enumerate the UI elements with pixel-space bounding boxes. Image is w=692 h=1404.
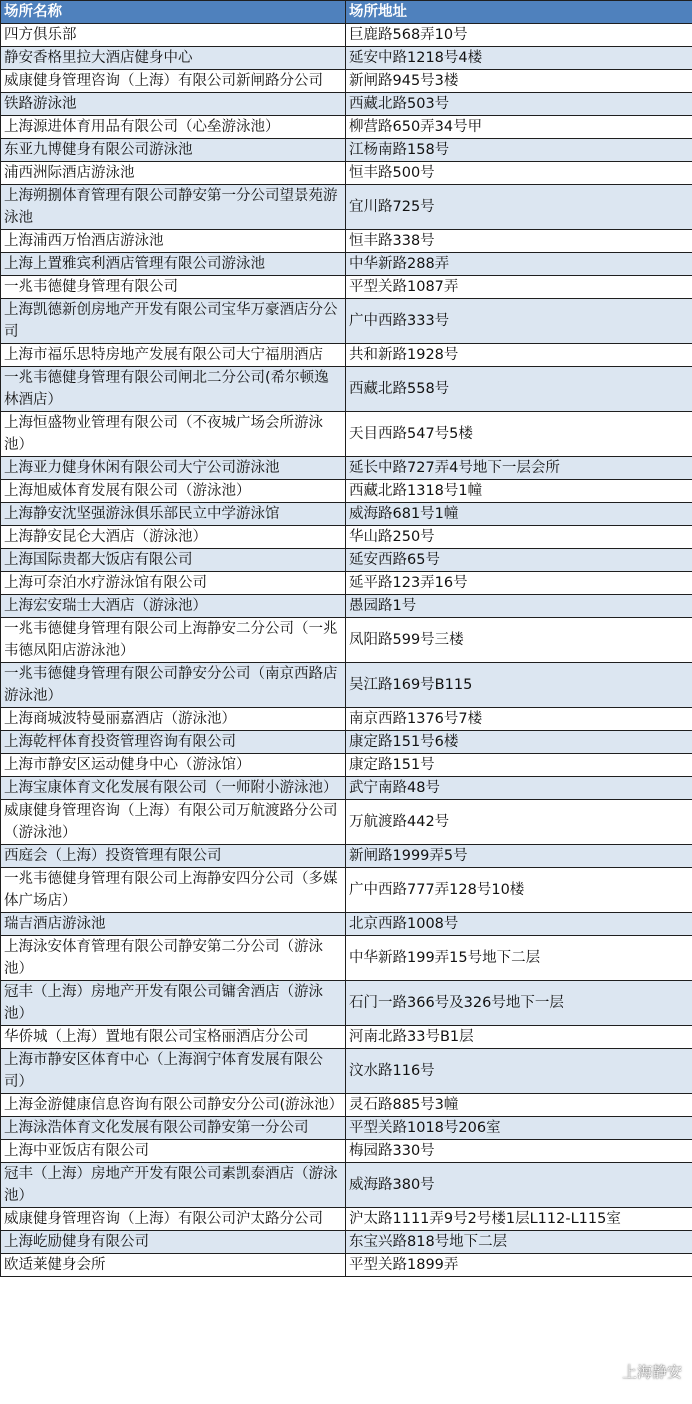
venue-address-cell: 广中西路777弄128号10楼	[346, 868, 692, 913]
venue-address-cell: 凤阳路599号三楼	[346, 618, 692, 663]
venue-name-cell: 瑞吉酒店游泳池	[1, 913, 346, 936]
table-row	[1, 868, 692, 913]
venue-name-cell: 冠丰（上海）房地产开发有限公司素凯泰酒店（游泳池）	[1, 1163, 346, 1208]
venue-address-cell: 北京西路1008号	[346, 913, 692, 936]
table-row	[1, 24, 692, 47]
table-row	[1, 572, 692, 595]
venue-address-cell: 华山路250号	[346, 526, 692, 549]
table-row	[1, 185, 692, 230]
venue-address-cell: 江杨南路158号	[346, 139, 692, 162]
venue-address-cell: 康定路151号6楼	[346, 731, 692, 754]
venue-name-cell: 上海宝康体育文化发展有限公司（一师附小游泳池）	[1, 777, 346, 800]
venue-address-cell: 平型关路1899弄	[346, 1254, 692, 1277]
venue-name-cell: 上海市静安区体育中心（上海润宁体育发展有限公司）	[1, 1049, 346, 1094]
watermark	[590, 1361, 682, 1382]
venue-name-cell: 静安香格里拉大酒店健身中心	[1, 47, 346, 70]
table-row	[1, 1049, 692, 1094]
venue-address-cell: 西藏北路558号	[346, 367, 692, 412]
table-row	[1, 618, 692, 663]
venue-address-cell: 石门一路366号及326号地下一层	[346, 981, 692, 1026]
venue-address-cell: 恒丰路500号	[346, 162, 692, 185]
venue-address-cell: 平型关路1018号206室	[346, 1117, 692, 1140]
venue-name-cell: 上海商城波特曼丽嘉酒店（游泳池）	[1, 708, 346, 731]
venue-name-cell: 上海可奈泊水疗游泳馆有限公司	[1, 572, 346, 595]
venue-address-cell: 西藏北路503号	[346, 93, 692, 116]
table-row	[1, 526, 692, 549]
table-row	[1, 708, 692, 731]
table-row	[1, 1026, 692, 1049]
table-row	[1, 663, 692, 708]
venue-name-cell: 威康健身管理咨询（上海）有限公司万航渡路分公司（游泳池）	[1, 800, 346, 845]
venue-address-cell: 南京西路1376号7楼	[346, 708, 692, 731]
venue-name-cell: 上海静安昆仑大酒店（游泳池）	[1, 526, 346, 549]
venue-name-cell: 浦西洲际酒店游泳池	[1, 162, 346, 185]
venue-name-cell: 上海屹励健身有限公司	[1, 1231, 346, 1254]
venue-address-cell: 威海路681号1幢	[346, 503, 692, 526]
venue-name-cell: 一兆韦德健身管理有限公司静安分公司（南京西路店游泳池）	[1, 663, 346, 708]
table-row	[1, 1094, 692, 1117]
table-row	[1, 913, 692, 936]
venue-address-cell: 河南北路33号B1层	[346, 1026, 692, 1049]
table-row	[1, 549, 692, 572]
table-row	[1, 276, 692, 299]
venue-name-cell: 上海亚力健身休闲有限公司大宁公司游泳池	[1, 457, 346, 480]
venue-name-cell: 一兆韦德健身管理有限公司	[1, 276, 346, 299]
venue-address-cell: 武宁南路48号	[346, 777, 692, 800]
table-row	[1, 731, 692, 754]
venue-address-cell: 东宝兴路818号地下二层	[346, 1231, 692, 1254]
table-row	[1, 845, 692, 868]
venue-name-cell: 东亚九博健身有限公司游泳池	[1, 139, 346, 162]
venue-address-cell: 新闸路1999弄5号	[346, 845, 692, 868]
venue-name-cell: 上海泳浩体育文化发展有限公司静安第一分公司	[1, 1117, 346, 1140]
header-row	[1, 1, 692, 24]
venue-name-cell: 上海市福乐思特房地产发展有限公司大宁福朋酒店	[1, 344, 346, 367]
venue-name-cell: 一兆韦德健身管理有限公司上海静安二分公司（一兆韦德凤阳店游泳池）	[1, 618, 346, 663]
venue-address-cell: 延长中路727弄4号地下一层会所	[346, 457, 692, 480]
venue-name-cell: 一兆韦德健身管理有限公司闸北二分公司(希尔顿逸林酒店）	[1, 367, 346, 412]
venue-name-cell: 铁路游泳池	[1, 93, 346, 116]
table-row	[1, 139, 692, 162]
venue-address-cell: 中华新路199弄15号地下二层	[346, 936, 692, 981]
header-venue-address: 场所地址	[346, 1, 692, 24]
venue-address-cell: 恒丰路338号	[346, 230, 692, 253]
venue-address-cell: 吴江路169号B115	[346, 663, 692, 708]
venue-address-cell: 威海路380号	[346, 1163, 692, 1208]
venue-name-cell: 上海恒盛物业管理有限公司（不夜城广场会所游泳池）	[1, 412, 346, 457]
table-row	[1, 367, 692, 412]
table-body	[1, 24, 692, 1277]
venue-name-cell: 上海浦西万怡酒店游泳池	[1, 230, 346, 253]
table-row	[1, 777, 692, 800]
table-row	[1, 1117, 692, 1140]
table-row	[1, 116, 692, 139]
venue-address-cell: 汶水路116号	[346, 1049, 692, 1094]
table-row	[1, 936, 692, 981]
venue-address-cell: 康定路151号	[346, 754, 692, 777]
table-row	[1, 800, 692, 845]
table-row	[1, 162, 692, 185]
venue-address-cell: 西藏北路1318号1幢	[346, 480, 692, 503]
table-row	[1, 412, 692, 457]
venue-address-cell: 宜川路725号	[346, 185, 692, 230]
venue-name-cell: 上海源进体育用品有限公司（心垒游泳池）	[1, 116, 346, 139]
venue-name-cell: 上海上置雅宾利酒店管理有限公司游泳池	[1, 253, 346, 276]
venue-name-cell: 欧适莱健身会所	[1, 1254, 346, 1277]
venue-name-cell: 四方俱乐部	[1, 24, 346, 47]
table-row	[1, 754, 692, 777]
table-row	[1, 1208, 692, 1231]
venue-address-cell: 梅园路330号	[346, 1140, 692, 1163]
venue-address-cell: 愚园路1号	[346, 595, 692, 618]
venue-address-cell: 柳营路650弄34号甲	[346, 116, 692, 139]
table-row	[1, 1231, 692, 1254]
venue-address-cell: 延平路123弄16号	[346, 572, 692, 595]
table-row	[1, 230, 692, 253]
venue-name-cell: 华侨城（上海）置地有限公司宝格丽酒店分公司	[1, 1026, 346, 1049]
venue-name-cell: 上海宏安瑞士大酒店（游泳池）	[1, 595, 346, 618]
table-row	[1, 457, 692, 480]
venue-address-cell: 中华新路288弄	[346, 253, 692, 276]
venue-name-cell: 上海泳安体育管理有限公司静安第二分公司（游泳池）	[1, 936, 346, 981]
table-row	[1, 47, 692, 70]
venue-address-cell: 天目西路547号5楼	[346, 412, 692, 457]
table-row	[1, 1254, 692, 1277]
venue-name-cell: 上海国际贵都大饭店有限公司	[1, 549, 346, 572]
table-row	[1, 503, 692, 526]
venue-name-cell: 冠丰（上海）房地产开发有限公司镛舍酒店（游泳池）	[1, 981, 346, 1026]
venue-name-cell: 上海旭威体育发展有限公司（游泳池）	[1, 480, 346, 503]
venue-address-cell: 万航渡路442号	[346, 800, 692, 845]
venue-name-cell: 上海朔捌体育管理有限公司静安第一分公司望景苑游泳池	[1, 185, 346, 230]
table-row	[1, 1140, 692, 1163]
venue-name-cell: 一兆韦德健身管理有限公司上海静安四分公司（多媒体广场店）	[1, 868, 346, 913]
venue-address-cell: 巨鹿路568弄10号	[346, 24, 692, 47]
table-row	[1, 595, 692, 618]
venue-name-cell: 上海中亚饭店有限公司	[1, 1140, 346, 1163]
table-row	[1, 480, 692, 503]
venue-address-cell: 平型关路1087弄	[346, 276, 692, 299]
venue-address-cell: 新闸路945号3楼	[346, 70, 692, 93]
wechat-icon	[590, 1362, 616, 1382]
venue-name-cell: 西庭会（上海）投资管理有限公司	[1, 845, 346, 868]
table-row	[1, 344, 692, 367]
venue-address-cell: 灵石路885号3幢	[346, 1094, 692, 1117]
venue-name-cell: 上海乾枰体育投资管理咨询有限公司	[1, 731, 346, 754]
table-row	[1, 981, 692, 1026]
venue-address-cell: 广中西路333号	[346, 299, 692, 344]
venue-name-cell: 威康健身管理咨询（上海）有限公司沪太路分公司	[1, 1208, 346, 1231]
header-venue-name: 场所名称	[1, 1, 346, 24]
venue-address-cell: 延安西路65号	[346, 549, 692, 572]
venue-name-cell: 上海静安沈坚强游泳俱乐部民立中学游泳馆	[1, 503, 346, 526]
venue-address-cell: 共和新路1928号	[346, 344, 692, 367]
table-row	[1, 253, 692, 276]
venue-name-cell: 上海市静安区运动健身中心（游泳馆）	[1, 754, 346, 777]
watermark-text: 上海静安	[621, 1363, 682, 1381]
table-row	[1, 93, 692, 116]
table-row	[1, 299, 692, 344]
venue-address-cell: 沪太路1111弄9号2号楼1层L112-L115室	[346, 1208, 692, 1231]
venue-name-cell: 上海凯德新创房地产开发有限公司宝华万豪酒店分公司	[1, 299, 346, 344]
venue-address-cell: 延安中路1218号4楼	[346, 47, 692, 70]
venue-name-cell: 上海金游健康信息咨询有限公司静安分公司(游泳池）	[1, 1094, 346, 1117]
venue-name-cell: 威康健身管理咨询（上海）有限公司新闸路分公司	[1, 70, 346, 93]
table-row	[1, 1163, 692, 1208]
table-row	[1, 70, 692, 93]
